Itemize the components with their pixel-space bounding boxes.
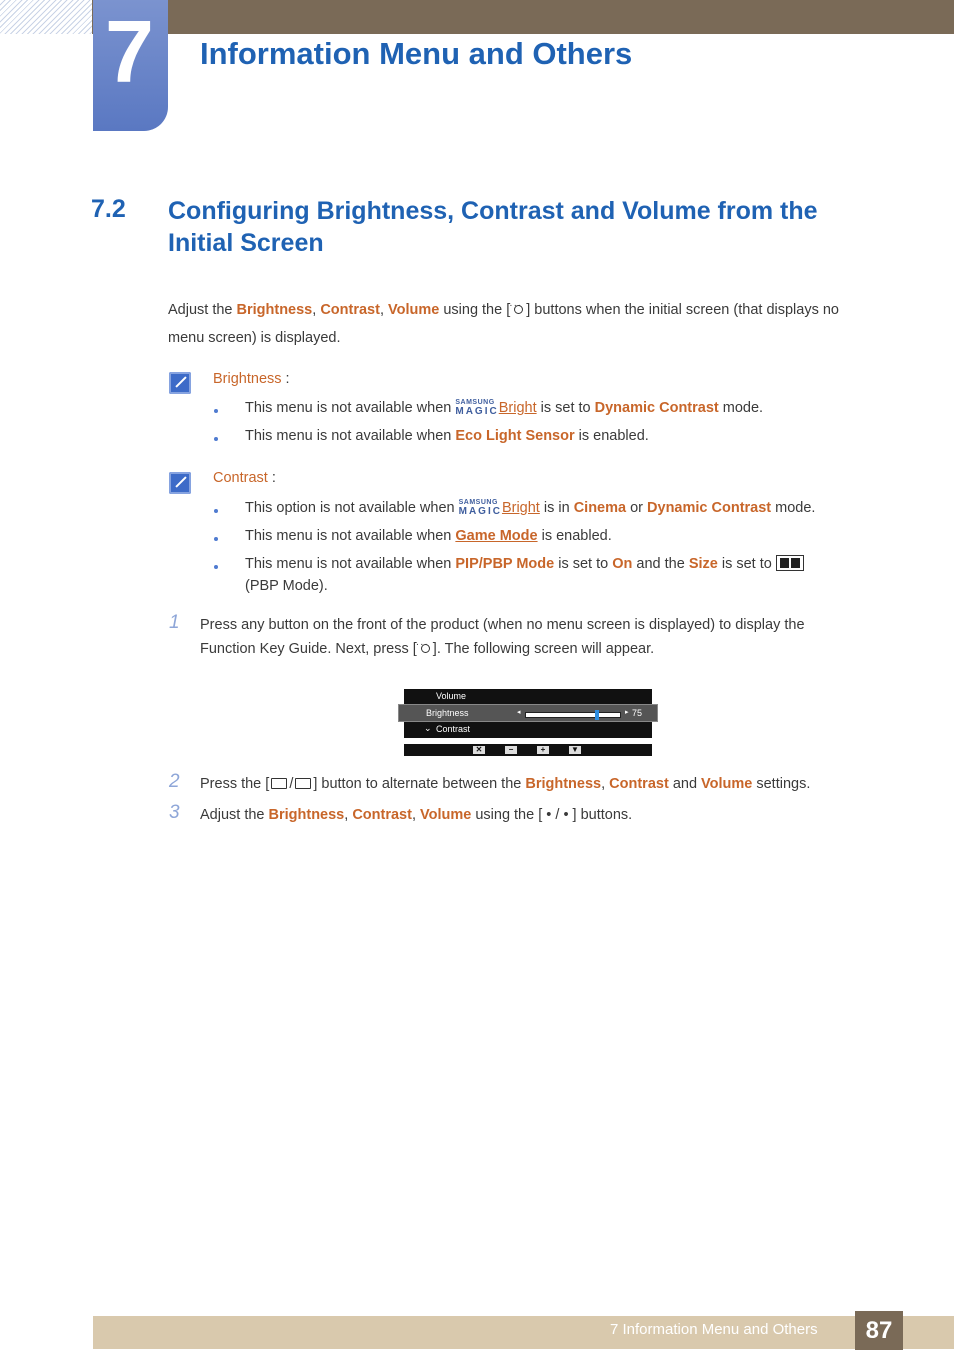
intro-line-2: menu screen) is displayed. xyxy=(168,330,341,346)
note-pencil-icon xyxy=(169,372,191,394)
note-text: mode. xyxy=(718,400,764,416)
step-text: Function Key Guide. Next, press [ xyxy=(200,641,417,657)
note-emphasis: On xyxy=(612,556,633,572)
note-emphasis: Eco Light Sensor xyxy=(455,428,575,444)
note-colon: : xyxy=(281,371,290,387)
note-text: and the xyxy=(632,556,689,572)
contrast-note-bullet-2 xyxy=(245,522,612,550)
brightness-slider[interactable] xyxy=(525,712,621,718)
magic-bright-link[interactable]: Bright xyxy=(501,500,540,516)
step-text: and xyxy=(668,776,702,792)
step-comma: , xyxy=(411,807,416,823)
brightness-note-bullet-2 xyxy=(245,422,649,450)
samsung-magic-logo: SAMSUNG MAGIC xyxy=(458,499,502,517)
step-text: settings. xyxy=(752,776,811,792)
step-emphasis: Contrast xyxy=(352,807,412,823)
osd-label: Volume xyxy=(436,691,467,701)
enter-input-icon xyxy=(295,778,311,789)
note-text: This menu is not available when xyxy=(245,556,456,572)
intro-line-1 xyxy=(168,296,839,324)
intro-text: Adjust the xyxy=(168,302,237,318)
brightness-slider-fill xyxy=(526,713,597,717)
contrast-note-bullet-1 xyxy=(245,494,815,522)
note-text: This menu is not available when xyxy=(245,400,456,416)
minus-icon[interactable]: − xyxy=(505,746,517,754)
header-hatch-pattern xyxy=(0,0,92,34)
note-emphasis: Cinema xyxy=(573,500,627,516)
plus-icon[interactable]: + xyxy=(537,746,549,754)
note-emphasis: PIP/PBP Mode xyxy=(455,556,555,572)
bullet-dot xyxy=(214,565,218,569)
osd-row-volume[interactable] xyxy=(404,689,652,705)
step-text: ] button to alternate between the xyxy=(313,776,526,792)
step-2-text xyxy=(200,770,810,798)
section-number: 7.2 xyxy=(91,195,126,223)
bullet-dot xyxy=(214,509,218,513)
close-icon[interactable]: ✕ xyxy=(473,746,485,754)
note-text: is set to xyxy=(554,556,613,572)
brightness-slider-knob[interactable] xyxy=(595,710,599,720)
intro-volume: Volume xyxy=(388,302,440,318)
note-text: is in xyxy=(539,500,574,516)
chevron-down-icon: ⌄ xyxy=(424,723,432,733)
down-arrow-icon[interactable]: ▼ xyxy=(569,746,581,754)
note-text: is enabled. xyxy=(574,428,649,444)
note-text: is set to xyxy=(717,556,776,572)
osd-label: Contrast xyxy=(436,724,471,734)
intro-comma: , xyxy=(312,302,317,318)
note-colon: : xyxy=(267,470,276,486)
sun-brightness-icon xyxy=(510,301,526,317)
osd-menu xyxy=(398,688,660,758)
samsung-magic-logo: SAMSUNG MAGIC xyxy=(455,399,499,417)
chapter-number: 7 xyxy=(105,2,154,101)
note-text: This menu is not available when xyxy=(245,428,456,444)
step-text: using the [ xyxy=(471,807,547,823)
note-text: This option is not available when xyxy=(245,500,459,516)
sun-brightness-icon xyxy=(417,640,433,656)
footer-band xyxy=(93,1316,954,1349)
bullet-dot xyxy=(214,537,218,541)
step-number: 1 xyxy=(169,612,180,633)
game-mode-link[interactable]: Game Mode xyxy=(455,528,538,544)
contrast-note-bullet-3-line-2: (PBP Mode). xyxy=(245,578,328,594)
note-text: This menu is not available when xyxy=(245,528,456,544)
note-text: or xyxy=(626,500,648,516)
section-title: Configuring Brightness, Contrast and Volume from the Initial Screen xyxy=(168,197,818,257)
osd-row-contrast[interactable] xyxy=(404,722,652,738)
pbp-size-icon xyxy=(776,555,804,571)
note-emphasis: Dynamic Contrast xyxy=(647,500,772,516)
osd-right-arrow-icon[interactable]: ▸ xyxy=(625,709,629,716)
step-1-line-1: Press any button on the front of the product (when no menu screen is displayed) to display the xyxy=(200,617,805,633)
intro-comma: , xyxy=(379,302,384,318)
step-slash: / xyxy=(289,776,294,792)
note-heading-label: Brightness xyxy=(213,371,282,387)
brightness-note-bullet-1 xyxy=(245,394,763,422)
step-comma: , xyxy=(344,807,349,823)
step-number: 2 xyxy=(169,771,180,792)
note-text: is set to xyxy=(536,400,595,416)
step-emphasis: Contrast xyxy=(609,776,669,792)
note-brightness-heading xyxy=(213,365,290,393)
note-emphasis: Dynamic Contrast xyxy=(594,400,719,416)
step-number: 3 xyxy=(169,802,180,823)
chapter-number-tab xyxy=(93,0,168,131)
step-text: Press the [ xyxy=(200,776,270,792)
step-emphasis: Volume xyxy=(420,807,472,823)
note-text: is enabled. xyxy=(537,528,612,544)
page-number-box xyxy=(855,1311,903,1350)
step-text: ]. The following screen will appear. xyxy=(432,641,655,657)
left-right-button-icon: • / • xyxy=(546,807,569,823)
step-3-text xyxy=(200,801,632,829)
note-pencil-icon xyxy=(169,472,191,494)
step-comma: , xyxy=(601,776,606,792)
step-emphasis: Volume xyxy=(701,776,753,792)
magic-bright-link[interactable]: Bright xyxy=(498,400,537,416)
intro-brightness: Brightness xyxy=(236,302,313,318)
note-text: mode. xyxy=(771,500,816,516)
contrast-note-bullet-3 xyxy=(245,550,804,578)
note-emphasis: Size xyxy=(688,556,718,572)
bullet-dot xyxy=(214,437,218,441)
page-number: 87 xyxy=(865,1317,893,1344)
note-contrast-heading xyxy=(213,464,276,492)
osd-row-brightness[interactable] xyxy=(398,704,658,722)
step-emphasis: Brightness xyxy=(525,776,602,792)
note-heading-label: Contrast xyxy=(213,470,268,486)
osd-left-arrow-icon[interactable]: ◂ xyxy=(517,709,521,716)
step-text: Adjust the xyxy=(200,807,269,823)
step-text: ] buttons. xyxy=(568,807,633,823)
brightness-value: 75 xyxy=(632,708,643,718)
intro-contrast: Contrast xyxy=(320,302,380,318)
osd-key-guide xyxy=(404,744,652,756)
chapter-title: Information Menu and Others xyxy=(200,36,633,71)
footer-chapter-label: 7 Information Menu and Others xyxy=(610,1321,818,1338)
bullet-dot xyxy=(214,409,218,413)
source-input-icon xyxy=(271,778,287,789)
header-bar xyxy=(92,0,954,34)
step-1-line-2 xyxy=(200,635,654,663)
osd-label: Brightness xyxy=(426,708,469,718)
step-emphasis: Brightness xyxy=(268,807,345,823)
intro-text: using the [ xyxy=(439,302,511,318)
intro-text: ] buttons when the initial screen (that displays no xyxy=(526,302,839,318)
